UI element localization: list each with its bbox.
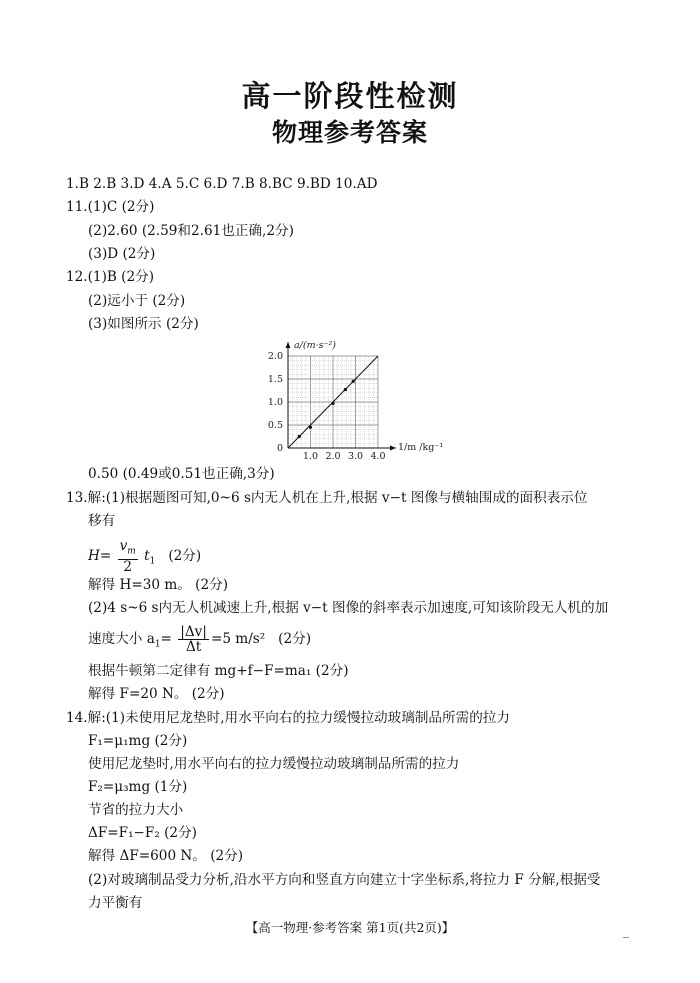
- page-title: 高一阶段性检测: [241, 79, 459, 113]
- line5-rhs: =5 m/s²: [210, 631, 266, 647]
- q13-line2: 移有: [88, 513, 116, 529]
- x-tick-label: 3.0: [347, 451, 364, 462]
- q14-line8: (2)对玻璃制品受力分析,沿水平方向和竖直方向建立十字坐标系,将拉力 F 分解,根据受: [88, 872, 601, 888]
- eq1-rhs: t: [144, 547, 150, 564]
- y-tick-label: 0.5: [267, 420, 283, 431]
- q13-line3: 解得 H=30 m。 (2分): [88, 577, 229, 593]
- x-axis-label: 1/m /kg⁻¹: [398, 442, 444, 453]
- q12-part3: (3)如图所示 (2分): [88, 316, 199, 332]
- data-point: [352, 380, 355, 383]
- q13-line6: 根据牛顿第二定律有 mg+f−F=ma₁ (2分): [88, 663, 349, 679]
- q14-line3: 使用尼龙垫时,用水平向右的拉力缓慢拉动玻璃制品所需的拉力: [88, 756, 460, 772]
- line5-pre: 速度大小 a: [88, 631, 155, 647]
- q11-part3: (3)D (2分): [88, 246, 156, 262]
- page-footer: 【高一物理·参考答案 第1页(共2页)】: [245, 920, 455, 935]
- q14-line9: 力平衡有: [88, 895, 143, 911]
- y-axis-arrow: [286, 342, 291, 348]
- y-tick-label: 1.5: [267, 374, 283, 385]
- q14-line5: 节省的拉力大小: [88, 802, 184, 818]
- page-mark: _: [623, 924, 629, 938]
- y-tick-label: 1.0: [267, 397, 283, 408]
- y-axis-label: a/(m·s⁻²): [294, 340, 337, 351]
- line5-fraction: [178, 625, 209, 654]
- eq1-lhs: H=: [88, 547, 112, 564]
- q14-line2: F₁=μ₁mg (2分): [88, 733, 188, 749]
- q14-line6: ΔF=F₁−F₂ (2分): [88, 825, 197, 841]
- line5-score: (2分): [278, 631, 312, 647]
- q13-line4: (2)4 s~6 s内无人机减速上升,根据 v−t 图像的斜率表示加速度,可知该阶段无人机的加: [88, 600, 609, 616]
- q14-line1: 14.解:(1)未使用尼龙垫时,用水平向右的拉力缓慢拉动玻璃制品所需的拉力: [66, 710, 510, 726]
- data-point: [331, 402, 334, 405]
- data-point: [309, 426, 312, 429]
- choice-answers: 1.B 2.B 3.D 4.A 5.C 6.D 7.B 8.BC 9.BD 10.AD: [66, 176, 378, 192]
- x-tick-label: 1.0: [302, 451, 319, 462]
- q14-line7: 解得 ΔF=600 N。 (2分): [88, 848, 244, 864]
- y-tick-label: 2.0: [267, 351, 283, 362]
- eq1-den: 2: [123, 558, 133, 575]
- q12-part2: (2)远小于 (2分): [88, 293, 186, 309]
- q12-part4: 0.50 (0.49或0.51也正确,3分): [88, 466, 275, 482]
- q13-line1: 13.解:(1)根据题图可知,0~6 s内无人机在上升,根据 v−t 图像与横轴围成的面积表示位: [66, 490, 588, 506]
- q12-part1: 12.(1)B (2分): [66, 269, 155, 285]
- q13-equation1: [88, 539, 201, 576]
- acceleration-graph: [258, 338, 444, 462]
- eq1-num-sub: m: [127, 546, 136, 557]
- q13-line5: [88, 624, 311, 660]
- eq1-rhs-sub: 1: [149, 556, 156, 567]
- data-point: [344, 388, 347, 391]
- q14-line4: F₂=μ₃mg (1分): [88, 779, 188, 795]
- q13-line7: 解得 F=20 N。 (2分): [88, 686, 225, 702]
- line5-sub: 1: [154, 639, 161, 650]
- line5-num: |Δv|: [180, 624, 207, 640]
- y-tick-label: 0: [276, 443, 283, 454]
- eq1-score: (2分): [168, 547, 202, 564]
- x-tick-label: 4.0: [370, 451, 386, 462]
- x-tick-label: 2.0: [325, 451, 341, 462]
- eq1-fraction: [118, 539, 138, 574]
- data-point: [298, 435, 301, 438]
- x-axis-arrow: [390, 446, 396, 451]
- eq1-num: v: [119, 538, 128, 554]
- line5-den: Δt: [185, 639, 202, 655]
- q11-part2: (2)2.60 (2.59和2.61也正确,2分): [88, 223, 294, 239]
- q11-part1: 11.(1)C (2分): [66, 199, 155, 215]
- page-subtitle: 物理参考答案: [271, 118, 428, 147]
- line5-eq: =: [160, 631, 172, 647]
